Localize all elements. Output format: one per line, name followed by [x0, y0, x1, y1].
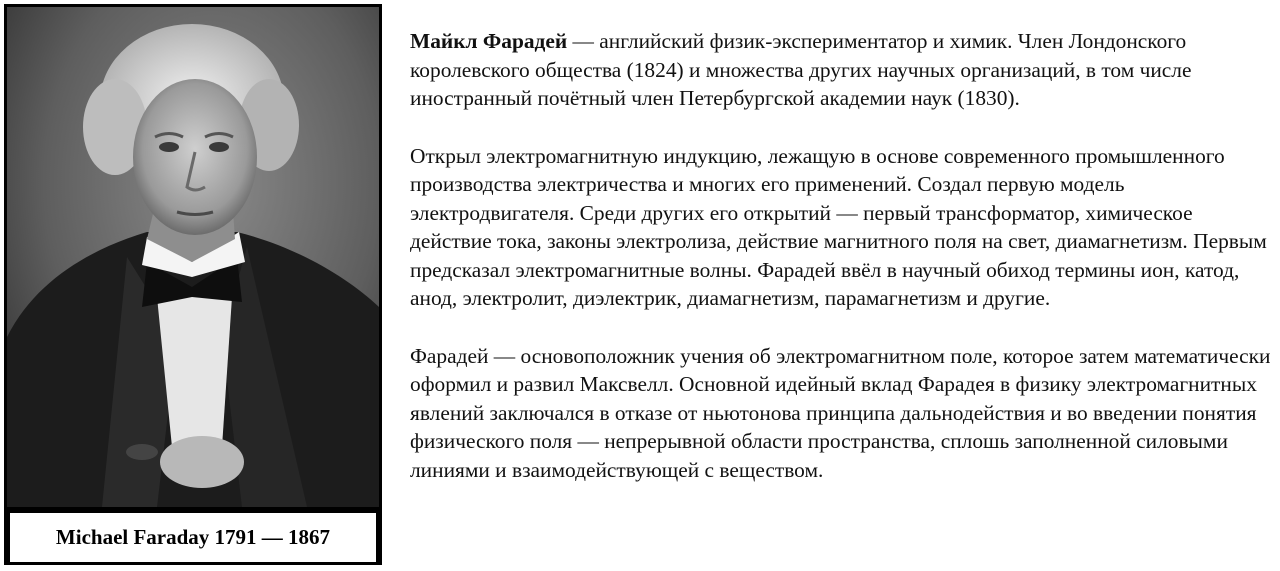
portrait-frame [4, 4, 382, 565]
caption-box [10, 513, 376, 562]
portrait-photo [7, 7, 379, 507]
paragraph-field-theory: Фарадей — основоположник учения об электромагнитном поле, которое затем математически оформил и развил Максвелл. Основной идейный вклад Фарадея в физику электромагнитных явлений заключался в отказе от ньютонова принципа дальнодействия и во введении понятия физического поля — непрерывной области пространства, сплошь заполненной силовыми линиями и взаимодействующей с веществом. [410, 343, 1271, 482]
paragraph-discoveries: Открыл электромагнитную индукцию, лежащую в основе современного промышленного производства электричества и многих его применений. Создал первую модель электродвигателя. Среди других его открытий — первый трансформатор, химическое действие тока, законы электролиза, действие магнитного поля на свет, диамагнетизм. Первым предсказал электромагнитные волны. Фарадей ввёл в научный обиход термины ион, катод, анод, электролит, диэлектрик, диамагнетизм, парамагнетизм и другие. [410, 143, 1267, 310]
biography-text [410, 27, 1272, 513]
paragraph-intro [410, 27, 1272, 113]
intro-text: — английский физик-экспериментатор и химик. Член Лондонского королевского общества (1824) и множества других научных организаций, в том числе иностранный почётный член Петербургской академии наук (1830). [410, 29, 1192, 110]
person-name: Майкл Фарадей [410, 29, 568, 53]
portrait-caption: Michael Faraday 1791 — 1867 [55, 525, 331, 549]
